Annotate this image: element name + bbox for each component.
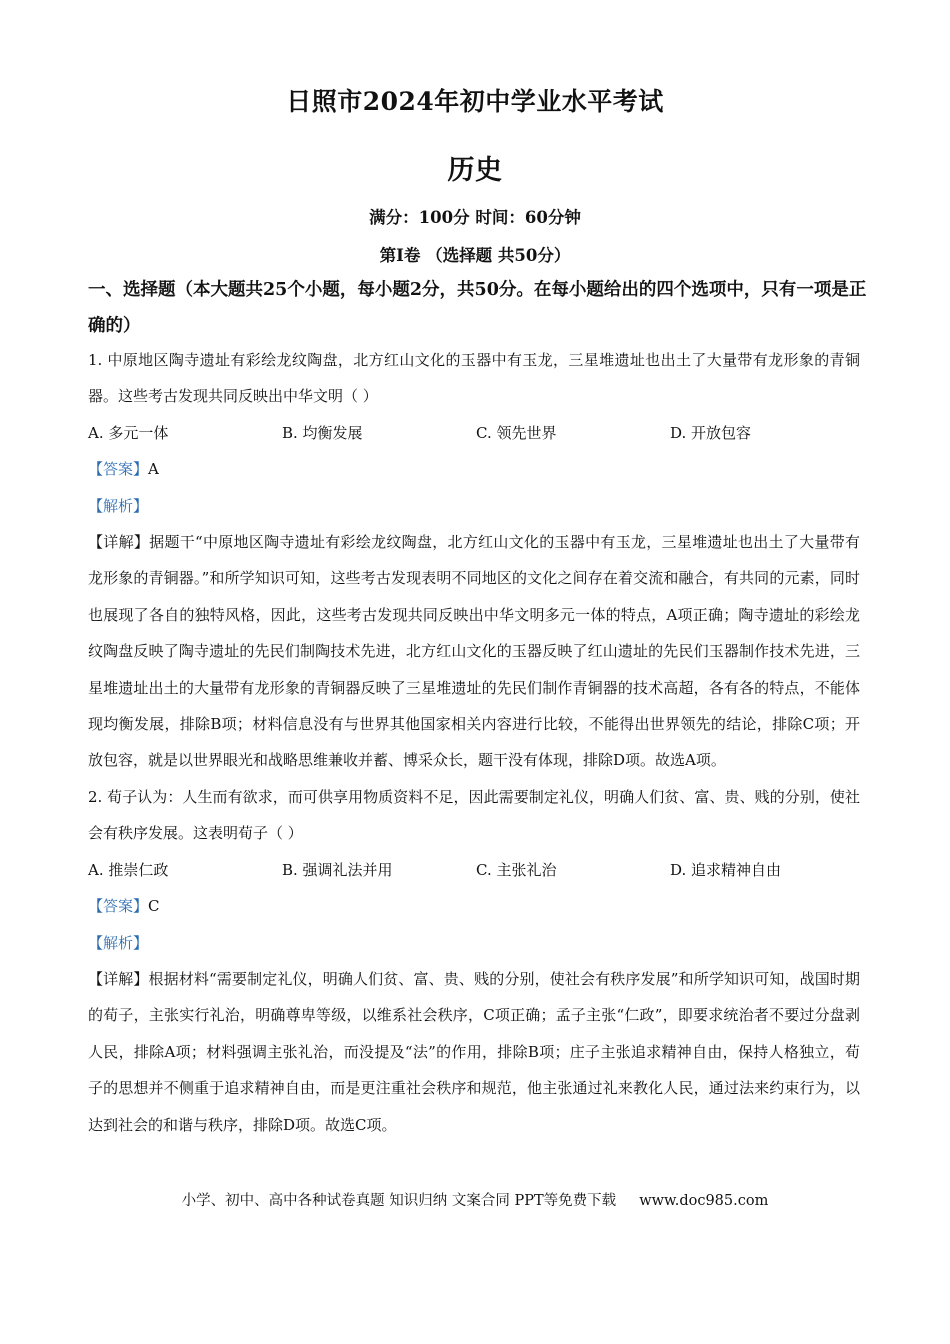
detail-label: 【详解】	[88, 969, 149, 988]
option-c: C. 主张礼治	[476, 860, 557, 879]
answer-value: C	[148, 897, 160, 916]
question-2-options	[88, 852, 860, 888]
question-1-stem: 1. 中原地区陶寺遗址有彩绘龙纹陶盘，北方红山文化的玉器中有玉龙，三星堆遗址也出土了大量带有龙形象的青铜器。这些考古发现共同反映出中华文明（ ）	[88, 351, 860, 406]
exam-title: 日照市2024年初中学业水平考试	[286, 87, 664, 116]
footer-url[interactable]: www.doc985.com	[639, 1193, 769, 1209]
question-list	[88, 342, 860, 1143]
option-a: A. 多元一体	[88, 423, 169, 442]
question-1-options	[88, 415, 860, 451]
footer-text: 小学、初中、高中各种试卷真题 知识归纳 文案合同 PPT等免费下载	[181, 1193, 617, 1209]
option-a: A. 推崇仁政	[88, 860, 169, 879]
subject-title: 历史	[447, 155, 503, 186]
question-2-analysis	[88, 925, 860, 961]
answer-label: 【答案】	[88, 460, 149, 479]
detail-text: 据题干“中原地区陶寺遗址有彩绘龙纹陶盘，北方红山文化的玉器中有玉龙，三星堆遗址也出土了大量带有龙形象的青铜器。”和所学知识可知，这些考古发现表明不同地区的文化之间存在着交流和融合，有共同的元素，同时也展现了各自的独特风格，因此，这些考古发现共同反映出中华文明多元一体的特点，A项正确；陶寺遗址的彩绘龙纹陶盘反映了陶寺遗址的先民们制陶技术先进，北方红山文化的玉器反映了红山遗址的先民们玉器制作技术先进，三星堆遗址出土的大量带有龙形象的青铜器反映了三星堆遗址的先民们制作青铜器的技术高超，各有各的特点，不能体现均衡发展，排除B项；材料信息没有与世界其他国家相关内容进行比较，不能得出世界领先的结论，排除C项；开放包容，就是以世界眼光和战略思维兼收并蓄、博采众长，题干没有体现，排除D项。故选A项。	[88, 533, 860, 770]
detail-text: 根据材料“需要制定礼仪，明确人们贫、富、贵、贱的分别，使社会有秩序发展”和所学知识可知，战国时期的荀子，主张实行礼治，明确尊卑等级，以维系社会秩序，C项正确；孟子主张“仁政”，即要求统治者不要过分盘剥人民，排除A项；材料强调主张礼治，而没提及“法”的作用，排除B项；庄子主张追求精神自由，保持人格独立，荀子的思想并不侧重于追求精神自由，而是更注重社会秩序和规范，他主张通过礼来教化人民，通过法来约束行为，以达到社会的和谐与秩序，排除D项。故选C项。	[88, 969, 860, 1134]
volume-line: 第Ⅰ卷 （选择题 共50分）	[379, 246, 571, 265]
question-1-detail	[88, 524, 860, 779]
page-footer	[0, 1189, 950, 1210]
question-1-answer	[88, 451, 860, 487]
analysis-label: 【解析】	[88, 496, 149, 515]
question-2-answer	[88, 888, 860, 924]
analysis-label: 【解析】	[88, 933, 149, 952]
detail-label: 【详解】	[88, 533, 150, 552]
option-b: B. 均衡发展	[282, 423, 363, 442]
answer-label: 【答案】	[88, 897, 149, 916]
option-c: C. 领先世界	[476, 423, 557, 442]
question-2-stem: 2. 荀子认为：人生而有欲求，而可供享用物质资料不足，因此需要制定礼仪，明确人们贫、富、贵、贱的分别，使社会有秩序发展。这表明荀子（ ）	[88, 787, 860, 843]
answer-value: A	[148, 460, 159, 479]
option-b: B. 强调礼法并用	[282, 860, 393, 879]
option-d: D. 追求精神自由	[670, 860, 782, 879]
option-d: D. 开放包容	[670, 423, 752, 442]
score-time-line: 满分：100分 时间：60分钟	[369, 208, 581, 227]
question-1-analysis	[88, 488, 860, 524]
question-2-detail	[88, 961, 860, 1143]
section-heading: 一、选择题（本大题共25个小题，每小题2分，共50分。在每小题给出的四个选项中，只有一项是正确的）	[88, 280, 867, 336]
